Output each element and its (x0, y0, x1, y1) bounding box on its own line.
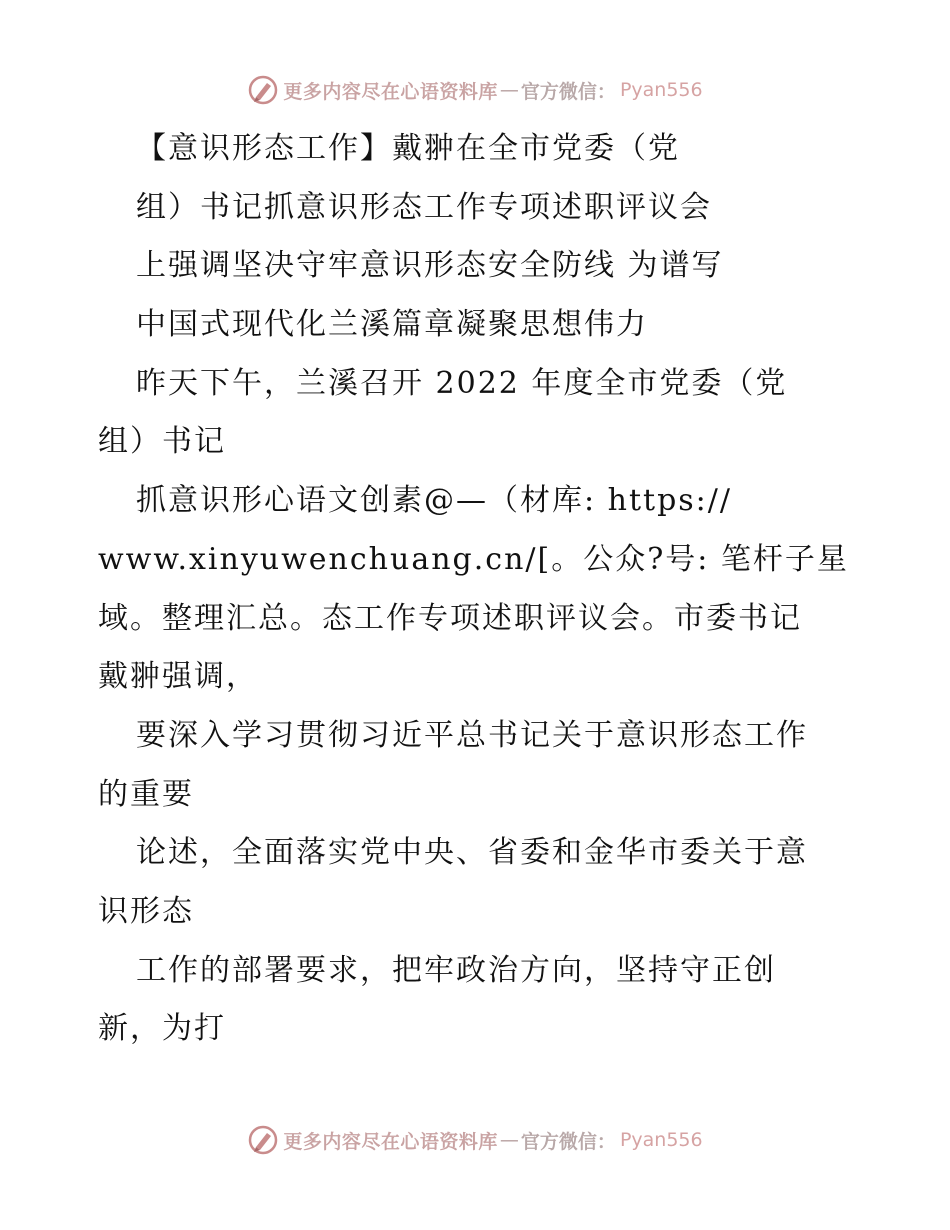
text-line: 论述，全面落实党中央、省委和金华市委关于意 (136, 835, 808, 871)
text-line: www.xinyuwenchuang.cn/[。公众?号: 笔杆子星 (98, 541, 849, 577)
text-line: 新，为打 (98, 1011, 226, 1047)
text-line: 【意识形态工作】戴翀在全市党委（党 (136, 131, 680, 166)
watermark-dash: — (499, 1129, 519, 1151)
document-body (98, 120, 868, 1059)
pen-logo-icon (247, 1124, 279, 1156)
text-line: 中国式现代化兰溪篇章凝聚思想伟力 (136, 307, 648, 343)
text-line: 抓意识形心语文创素@—（材库: https:// (136, 483, 732, 519)
text-line: 识形态 (98, 893, 194, 929)
text-line: 昨天下午，兰溪召开 2022 年度全市党委（党 (136, 365, 788, 401)
text-line: 工作的部署要求，把牢政治方向，坚持守正创 (136, 952, 776, 988)
text-line: 域。整理汇总。态工作专项述职评议会。市委书记 (98, 600, 802, 636)
text-line: 要深入学习贯彻习近平总书记关于意识形态工作 (136, 717, 808, 753)
watermark-wechat-id: Pyan556 (619, 79, 703, 101)
watermark-dash: — (499, 79, 519, 101)
text-line: 戴翀强调， (98, 659, 258, 695)
watermark-text: 更多内容尽在心语资料库 (283, 1130, 498, 1153)
header-watermark (0, 70, 950, 110)
text-line: 上强调坚决守牢意识形态安全防线 为谱写 (136, 248, 724, 284)
watermark-wechat-label: 官方微信： (520, 80, 616, 103)
pen-logo-icon (247, 74, 279, 106)
text-line: 的重要 (98, 776, 194, 812)
footer-watermark (0, 1120, 950, 1160)
watermark-wechat-id: Pyan556 (619, 1129, 703, 1151)
text-line: 组）书记 (98, 424, 226, 460)
watermark-text: 更多内容尽在心语资料库 (283, 80, 498, 103)
text-line: 组）书记抓意识形态工作专项述职评议会 (136, 189, 712, 225)
watermark-wechat-label: 官方微信： (520, 1130, 616, 1153)
